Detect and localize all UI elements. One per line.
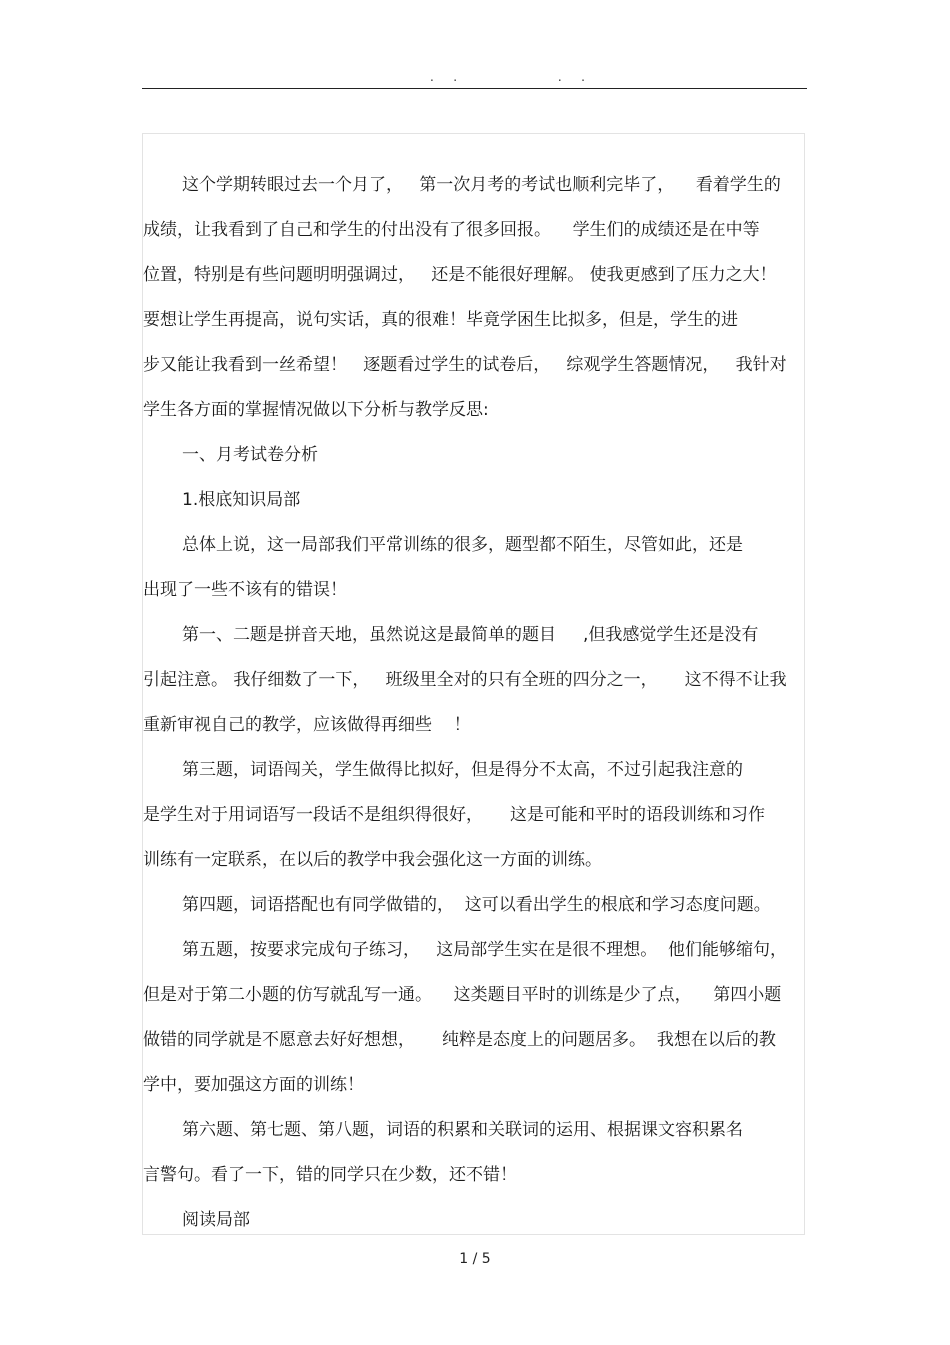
- text-line: 但是对于第二小题的仿写就乱写一通。 这类题目平时的训练是少了点， 第四小题: [143, 985, 782, 1005]
- text-line: 学生各方面的掌握情况做以下分析与教学反思:: [143, 400, 489, 420]
- text-line: 做错的同学就是不愿意去好好想想， 纯粹是态度上的问题居多。 我想在以后的教: [143, 1030, 776, 1050]
- text-line: 第三题，词语闯关，学生做得比拟好，但是得分不太高，不过引起我注意的: [182, 760, 743, 780]
- text-line: 这个学期转眼过去一个月了， 第一次月考的考试也顺利完毕了， 看着学生的: [182, 175, 781, 195]
- text-line: 训练有一定联系，在以后的教学中我会强化这一方面的训练。: [143, 850, 602, 870]
- text-line: 重新审视自己的教学，应该做得再细些 ！: [143, 715, 471, 735]
- header-dots: . . . .: [430, 70, 587, 84]
- text-line: 第一、二题是拼音天地，虽然说这是最简单的题目 ,但我感觉学生还是没有: [182, 625, 759, 645]
- text-line: 第五题，按要求完成句子练习， 这局部学生实在是很不理想。 他们能够缩句，: [182, 940, 788, 960]
- text-line: 一、月考试卷分析: [182, 445, 318, 465]
- text-line: 总体上说，这一局部我们平常训练的很多，题型都不陌生，尽管如此，还是: [182, 535, 743, 555]
- text-line: 成绩，让我看到了自己和学生的付出没有了很多回报。 学生们的成绩还是在中等: [143, 220, 760, 240]
- document-body: [143, 163, 807, 1243]
- text-line: 是学生对于用词语写一段话不是组织得很好， 这是可能和平时的语段训练和习作: [143, 805, 766, 825]
- text-line: 引起注意。 我仔细数了一下， 班级里全对的只有全班的四分之一， 这不得不让我: [143, 670, 787, 690]
- page-number: 1 / 5: [459, 1251, 491, 1267]
- text-line: 第四题，词语搭配也有同学做错的， 这可以看出学生的根底和学习态度问题。: [182, 895, 771, 915]
- text-line: 位置，特别是有些问题明明强调过， 还是不能很好理解。 使我更感到了压力之大！: [143, 265, 777, 285]
- text-line: 1.根底知识局部: [182, 490, 301, 510]
- text-line: 言警句。看了一下，错的同学只在少数，还不错！: [143, 1165, 517, 1185]
- text-line: 要想让学生再提高，说句实话，真的很难！毕竟学困生比拟多，但是，学生的进: [143, 310, 738, 330]
- text-line: 出现了一些不该有的错误！: [143, 580, 347, 600]
- header-rule: [142, 88, 807, 89]
- text-line: 阅读局部: [182, 1210, 250, 1230]
- text-line: 步又能让我看到一丝希望！ 逐题看过学生的试卷后， 综观学生答题情况， 我针对: [143, 355, 787, 375]
- text-line: 第六题、第七题、第八题，词语的积累和关联词的运用、根据课文容积累名: [182, 1120, 743, 1140]
- text-line: 学中，要加强这方面的训练！: [143, 1075, 364, 1095]
